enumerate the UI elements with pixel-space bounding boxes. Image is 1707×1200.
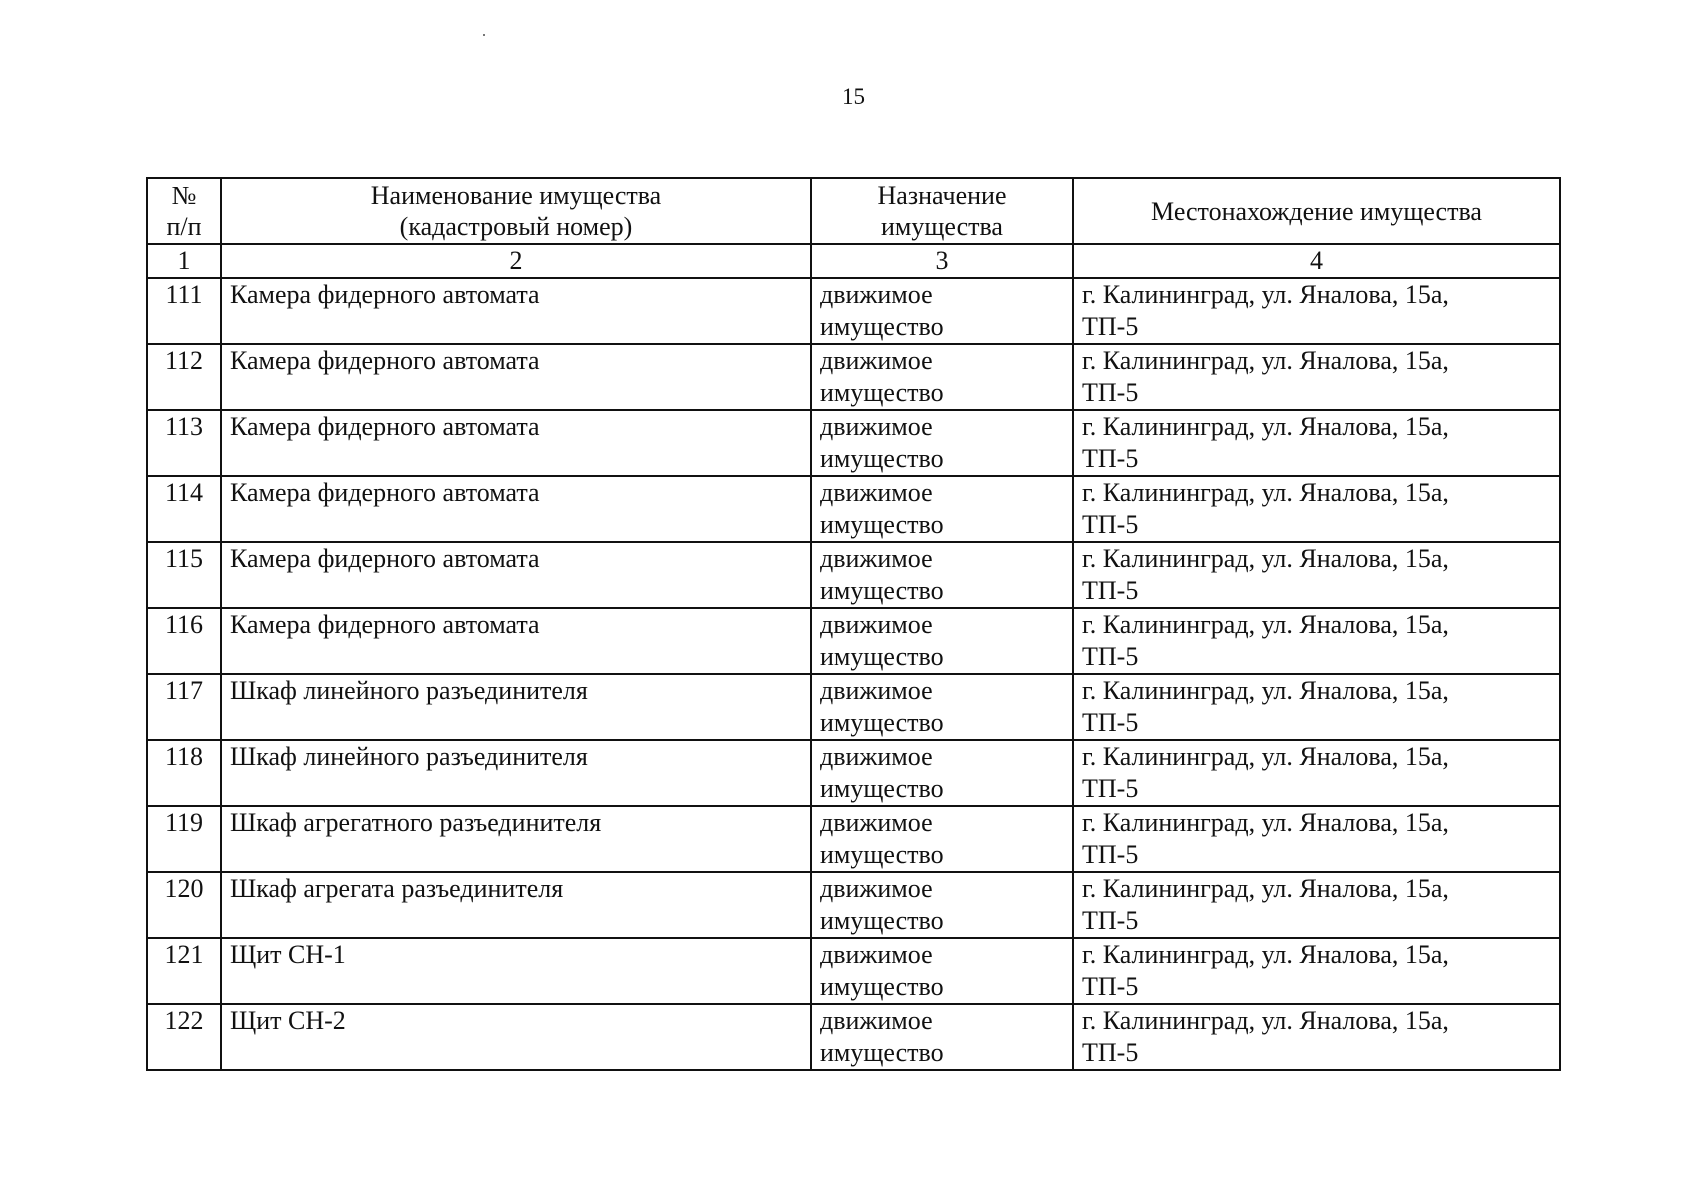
- row-number: 112: [147, 344, 221, 410]
- header-name-line-1: Наименование имущества: [370, 181, 662, 210]
- location-line-2: ТП-5: [1082, 708, 1139, 737]
- purpose-line-1: движимое: [820, 1006, 933, 1035]
- row-number: 117: [147, 674, 221, 740]
- location-line-2: ТП-5: [1082, 576, 1139, 605]
- property-purpose: [811, 938, 1073, 1004]
- column-number-2: 2: [221, 244, 811, 278]
- purpose-line-1: движимое: [820, 742, 933, 771]
- property-name: Шкаф агрегатного разъединителя: [221, 806, 811, 872]
- property-name: Щит СН-1: [221, 938, 811, 1004]
- location-line-1: г. Калининград, ул. Яналова, 15а,: [1082, 1006, 1449, 1035]
- location-line-2: ТП-5: [1082, 840, 1139, 869]
- purpose-line-1: движимое: [820, 874, 933, 903]
- table-row: [147, 608, 1560, 674]
- property-purpose: [811, 872, 1073, 938]
- property-name: Камера фидерного автомата: [221, 608, 811, 674]
- scan-speck: [483, 34, 485, 36]
- table-row: [147, 938, 1560, 1004]
- header-location: [1073, 178, 1560, 244]
- page-number: 15: [842, 84, 865, 109]
- row-number: 122: [147, 1004, 221, 1070]
- location-line-1: г. Калининград, ул. Яналова, 15а,: [1082, 478, 1449, 507]
- purpose-line-1: движимое: [820, 808, 933, 837]
- table-body: [147, 278, 1560, 1070]
- row-number: 118: [147, 740, 221, 806]
- property-name: Камера фидерного автомата: [221, 278, 811, 344]
- property-name: Камера фидерного автомата: [221, 542, 811, 608]
- property-name: Камера фидерного автомата: [221, 476, 811, 542]
- column-number-4: 4: [1073, 244, 1560, 278]
- property-purpose: [811, 740, 1073, 806]
- location-line-1: г. Калининград, ул. Яналова, 15а,: [1082, 874, 1449, 903]
- property-location: [1073, 344, 1560, 410]
- property-purpose: [811, 806, 1073, 872]
- property-purpose: [811, 278, 1073, 344]
- location-line-2: ТП-5: [1082, 972, 1139, 1001]
- header-purpose: [811, 178, 1073, 244]
- property-name: Шкаф агрегата разъединителя: [221, 872, 811, 938]
- row-number: 119: [147, 806, 221, 872]
- purpose-line-2: имущество: [820, 1038, 944, 1067]
- purpose-line-2: имущество: [820, 312, 944, 341]
- header-number-line-2: п/п: [166, 212, 202, 241]
- purpose-line-1: движимое: [820, 676, 933, 705]
- location-line-2: ТП-5: [1082, 378, 1139, 407]
- location-line-2: ТП-5: [1082, 510, 1139, 539]
- location-line-2: ТП-5: [1082, 444, 1139, 473]
- purpose-line-1: движимое: [820, 544, 933, 573]
- location-line-2: ТП-5: [1082, 774, 1139, 803]
- location-line-1: г. Калининград, ул. Яналова, 15а,: [1082, 610, 1449, 639]
- property-location: [1073, 872, 1560, 938]
- row-number: 115: [147, 542, 221, 608]
- row-number: 121: [147, 938, 221, 1004]
- property-name: Камера фидерного автомата: [221, 410, 811, 476]
- property-name: Камера фидерного автомата: [221, 344, 811, 410]
- property-location: [1073, 278, 1560, 344]
- property-purpose: [811, 674, 1073, 740]
- location-line-2: ТП-5: [1082, 642, 1139, 671]
- header-name-line-2: (кадастровый номер): [399, 212, 633, 241]
- property-location: [1073, 410, 1560, 476]
- purpose-line-2: имущество: [820, 840, 944, 869]
- table-row: [147, 674, 1560, 740]
- row-number: 120: [147, 872, 221, 938]
- purpose-line-2: имущество: [820, 774, 944, 803]
- property-purpose: [811, 410, 1073, 476]
- table-row: [147, 410, 1560, 476]
- location-line-1: г. Калининград, ул. Яналова, 15а,: [1082, 280, 1449, 309]
- purpose-line-2: имущество: [820, 906, 944, 935]
- location-line-1: г. Калининград, ул. Яналова, 15а,: [1082, 676, 1449, 705]
- location-line-2: ТП-5: [1082, 312, 1139, 341]
- property-table: [146, 177, 1561, 1071]
- row-number: 113: [147, 410, 221, 476]
- purpose-line-2: имущество: [820, 378, 944, 407]
- property-location: [1073, 476, 1560, 542]
- table-row: [147, 344, 1560, 410]
- property-purpose: [811, 1004, 1073, 1070]
- purpose-line-1: движимое: [820, 478, 933, 507]
- row-number: 111: [147, 278, 221, 344]
- table-header-row: [147, 178, 1560, 244]
- table-row: [147, 872, 1560, 938]
- table-row: [147, 278, 1560, 344]
- location-line-1: г. Калининград, ул. Яналова, 15а,: [1082, 940, 1449, 969]
- purpose-line-2: имущество: [820, 642, 944, 671]
- column-number-1: 1: [147, 244, 221, 278]
- property-purpose: [811, 344, 1073, 410]
- table-row: [147, 806, 1560, 872]
- location-line-1: г. Калининград, ул. Яналова, 15а,: [1082, 544, 1449, 573]
- location-line-2: ТП-5: [1082, 1038, 1139, 1067]
- purpose-line-2: имущество: [820, 708, 944, 737]
- location-line-1: г. Калининград, ул. Яналова, 15а,: [1082, 346, 1449, 375]
- property-purpose: [811, 608, 1073, 674]
- property-location: [1073, 608, 1560, 674]
- purpose-line-2: имущество: [820, 576, 944, 605]
- purpose-line-1: движимое: [820, 610, 933, 639]
- purpose-line-2: имущество: [820, 972, 944, 1001]
- table-row: [147, 740, 1560, 806]
- table-row: [147, 1004, 1560, 1070]
- property-name: Щит СН-2: [221, 1004, 811, 1070]
- purpose-line-1: движимое: [820, 346, 933, 375]
- property-location: [1073, 938, 1560, 1004]
- purpose-line-2: имущество: [820, 444, 944, 473]
- property-location: [1073, 542, 1560, 608]
- header-purpose-line-1: Назначение: [877, 181, 1007, 210]
- location-line-1: г. Калининград, ул. Яналова, 15а,: [1082, 742, 1449, 771]
- header-location-line-1: Местонахождение имущества: [1151, 196, 1482, 226]
- location-line-1: г. Калининград, ул. Яналова, 15а,: [1082, 412, 1449, 441]
- row-number: 116: [147, 608, 221, 674]
- property-location: [1073, 1004, 1560, 1070]
- purpose-line-2: имущество: [820, 510, 944, 539]
- header-name: [221, 178, 811, 244]
- row-number: 114: [147, 476, 221, 542]
- table-row: [147, 542, 1560, 608]
- property-location: [1073, 674, 1560, 740]
- property-name: Шкаф линейного разъединителя: [221, 740, 811, 806]
- header-number: [147, 178, 221, 244]
- location-line-1: г. Калининград, ул. Яналова, 15а,: [1082, 808, 1449, 837]
- property-purpose: [811, 476, 1073, 542]
- property-name: Шкаф линейного разъединителя: [221, 674, 811, 740]
- property-location: [1073, 806, 1560, 872]
- purpose-line-1: движимое: [820, 940, 933, 969]
- table-row: [147, 476, 1560, 542]
- column-number-3: 3: [811, 244, 1073, 278]
- header-number-line-1: №: [171, 181, 197, 210]
- column-number-row: [147, 244, 1560, 278]
- purpose-line-1: движимое: [820, 412, 933, 441]
- location-line-2: ТП-5: [1082, 906, 1139, 935]
- header-purpose-line-2: имущества: [881, 212, 1003, 241]
- property-purpose: [811, 542, 1073, 608]
- purpose-line-1: движимое: [820, 280, 933, 309]
- property-location: [1073, 740, 1560, 806]
